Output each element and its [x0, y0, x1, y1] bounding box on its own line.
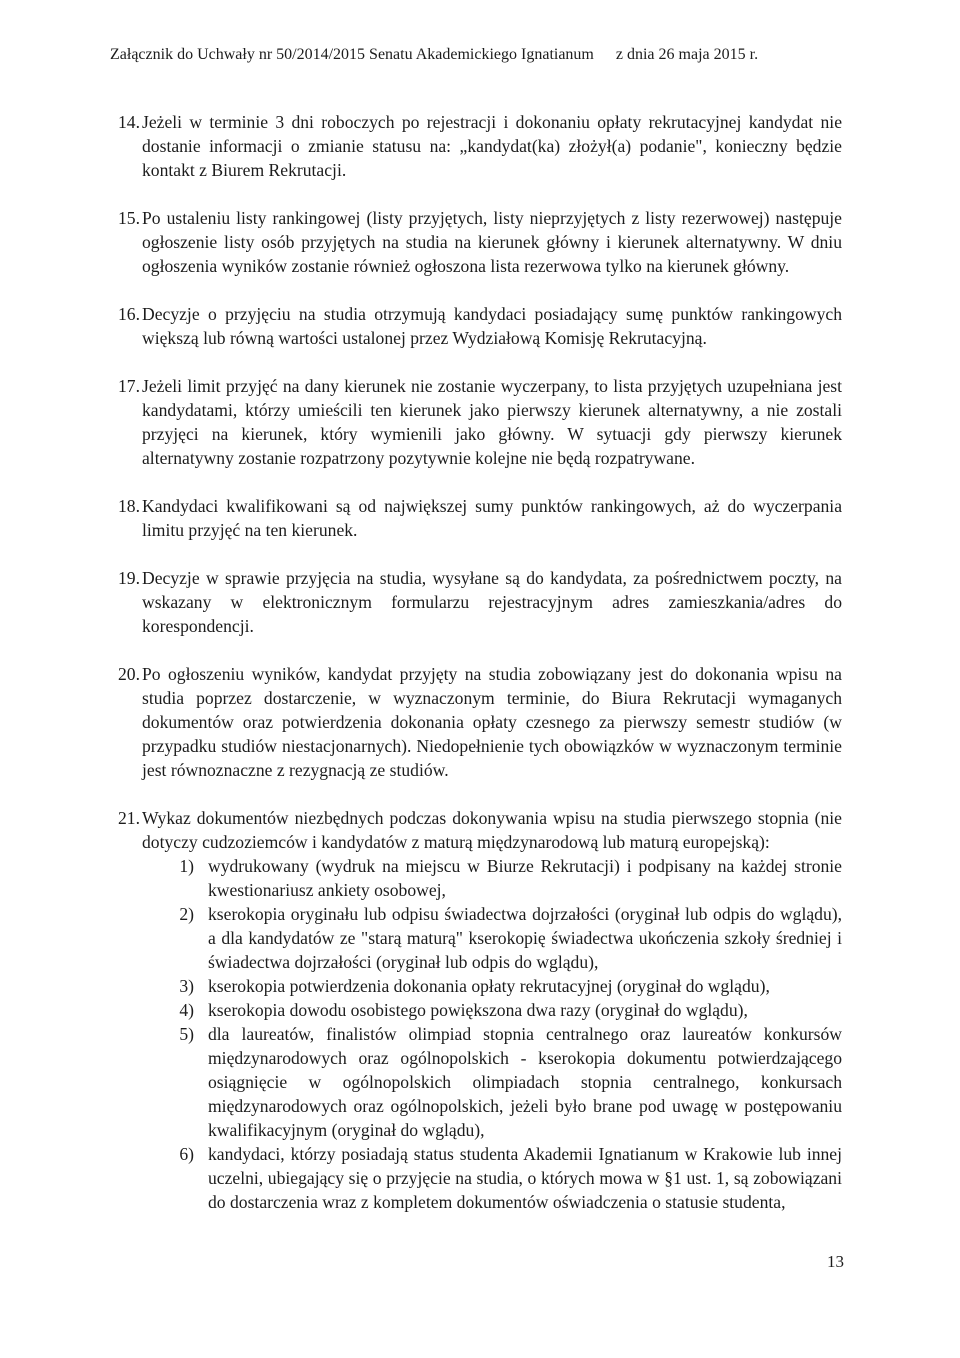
item-text: Wykaz dokumentów niezbędnych podczas dokonywania wpisu na studia pierwszego stopnia (nie dotyczy cudzoziemców i kandydatów z maturą międzynarodową lub maturą europejską):	[142, 808, 842, 852]
sublist	[142, 854, 842, 1214]
item-body	[142, 806, 842, 1214]
item-number: 20.	[118, 664, 140, 684]
item-text: Po ustaleniu listy rankingowej (listy przyjętych, listy nieprzyjętych z listy rezerwowej) następuje ogłoszenie listy osób przyjętych na studia na kierunek główny i kierunek alternatywny. W dniu ogłoszenia wyników zostanie również ogłoszona lista rezerwowa tylko na kierunek główny.	[142, 208, 842, 276]
list-item	[118, 494, 842, 542]
list-item	[118, 302, 842, 350]
item-number: 18.	[118, 496, 140, 516]
sublist-item	[142, 1142, 842, 1214]
item-text: Jeżeli w terminie 3 dni roboczych po rejestracji i dokonaniu opłaty rekrutacyjnej kandydat nie dostanie informacji o zmianie statusu na: „kandydat(ka) złożył(a) podanie", konieczny będzie kontakt z Biurem Rekrutacji.	[142, 112, 842, 180]
item-number: 14.	[118, 112, 140, 132]
subitem-number: 5)	[179, 1024, 194, 1044]
item-number: 16.	[118, 304, 140, 324]
document-body	[118, 110, 842, 1214]
header-date: z dnia 26 maja 2015 r.	[615, 46, 759, 63]
item-text: Po ogłoszeniu wyników, kandydat przyjęty na studia zobowiązany jest do dokonania wpisu na studia poprzez dostarczenie, w wyznaczonym terminie, do Biura Rekrutacji wymaganych dokumentów oraz potwierdzenia dokonania opłaty czesnego za pierwszy semestr studiów (w przypadku studiów niestacjonarnych). Niedopełnienie tych obowiązków w wyznaczonym terminie jest równoznaczne z rezygnacją ze studiów.	[142, 664, 842, 780]
item-text: Decyzje o przyjęciu na studia otrzymują kandydaci posiadający sumę punktów rankingowych większą lub równą wartości ustalonej przez Wydziałową Komisję Rekrutacyjną.	[142, 304, 842, 348]
subitem-text: dla laureatów, finalistów olimpiad stopnia centralnego oraz laureatów konkursów międzynarodowych oraz ogólnopolskich - kserokopia dokumentu potwierdzającego osiągnięcie w ogólnopolskich olimpiadach stopnia centralnego, konkursach międzynarodowych oraz ogólnopolskich, jeżeli było brane pod uwagę w postępowaniu kwalifikacyjnym (oryginał do wglądu),	[208, 1024, 842, 1140]
subitem-text: kserokopia potwierdzenia dokonania opłaty rekrutacyjnej (oryginał do wglądu),	[208, 976, 770, 996]
list-item	[118, 374, 842, 470]
subitem-number: 6)	[179, 1144, 194, 1164]
subitem-number: 4)	[179, 1000, 194, 1020]
subitem-number: 1)	[179, 856, 194, 876]
subitem-text: wydrukowany (wydruk na miejscu w Biurze Rekrutacji) i podpisany na każdej stronie kwestionariusz ankiety osobowej,	[208, 856, 842, 900]
list-item	[118, 206, 842, 278]
subitem-text: kserokopia oryginału lub odpisu świadectwa dojrzałości (oryginał lub odpis do wglądu), a dla kandydatów ze "starą maturą" kserokopię świadectwa ukończenia szkoły średniej i świadectwa dojrzałości (oryginał lub odpis do wglądu),	[208, 904, 842, 972]
header-title: Załącznik do Uchwały nr 50/2014/2015 Senatu Akademickiego Ignatianum	[110, 46, 594, 63]
item-number: 15.	[118, 208, 140, 228]
list-item	[118, 662, 842, 782]
list-item-21	[118, 806, 842, 1214]
item-number: 19.	[118, 568, 140, 588]
item-text: Decyzje w sprawie przyjęcia na studia, wysyłane są do kandydata, za pośrednictwem poczty, na wskazany w elektronicznym formularzu rejestracyjnym adres zamieszkania/adres do korespondencji.	[142, 568, 842, 636]
sublist-item	[142, 854, 842, 902]
item-number: 17.	[118, 376, 140, 396]
sublist-item	[142, 974, 842, 998]
subitem-text: kandydaci, którzy posiadają status studenta Akademii Ignatianum w Krakowie lub innej uczelni, ubiegający się o przyjęcie na studia, o których mowa w §1 ust. 1, są zobowiązani do dostarczenia wraz z kompletem dokumentów oświadczenia o statusie studenta,	[208, 1144, 842, 1212]
sublist-item	[142, 902, 842, 974]
item-text: Kandydaci kwalifikowani są od największej sumy punktów rankingowych, aż do wyczerpania limitu przyjęć na ten kierunek.	[142, 496, 842, 540]
subitem-text: kserokopia dowodu osobistego powiększona dwa razy (oryginał do wglądu),	[208, 1000, 748, 1020]
subitem-number: 2)	[179, 904, 194, 924]
sublist-item	[142, 1022, 842, 1142]
list-item	[118, 566, 842, 638]
item-number: 21.	[118, 808, 140, 828]
sublist-item	[142, 998, 842, 1022]
list-item	[118, 110, 842, 182]
subitem-number: 3)	[179, 976, 194, 996]
page-header	[110, 46, 890, 64]
page-number: 13	[827, 1252, 844, 1271]
item-text: Jeżeli limit przyjęć na dany kierunek nie zostanie wyczerpany, to lista przyjętych uzupełniana jest kandydatami, którzy umieścili ten kierunek jako pierwszy kierunek alternatywny, a nie zostali przyjęci na kierunek, który wymienili jako główny. W sytuacji gdy pierwszy kierunek alternatywny zostanie rozpatrzony pozytywnie kolejne nie będą rozpatrywane.	[142, 376, 842, 468]
